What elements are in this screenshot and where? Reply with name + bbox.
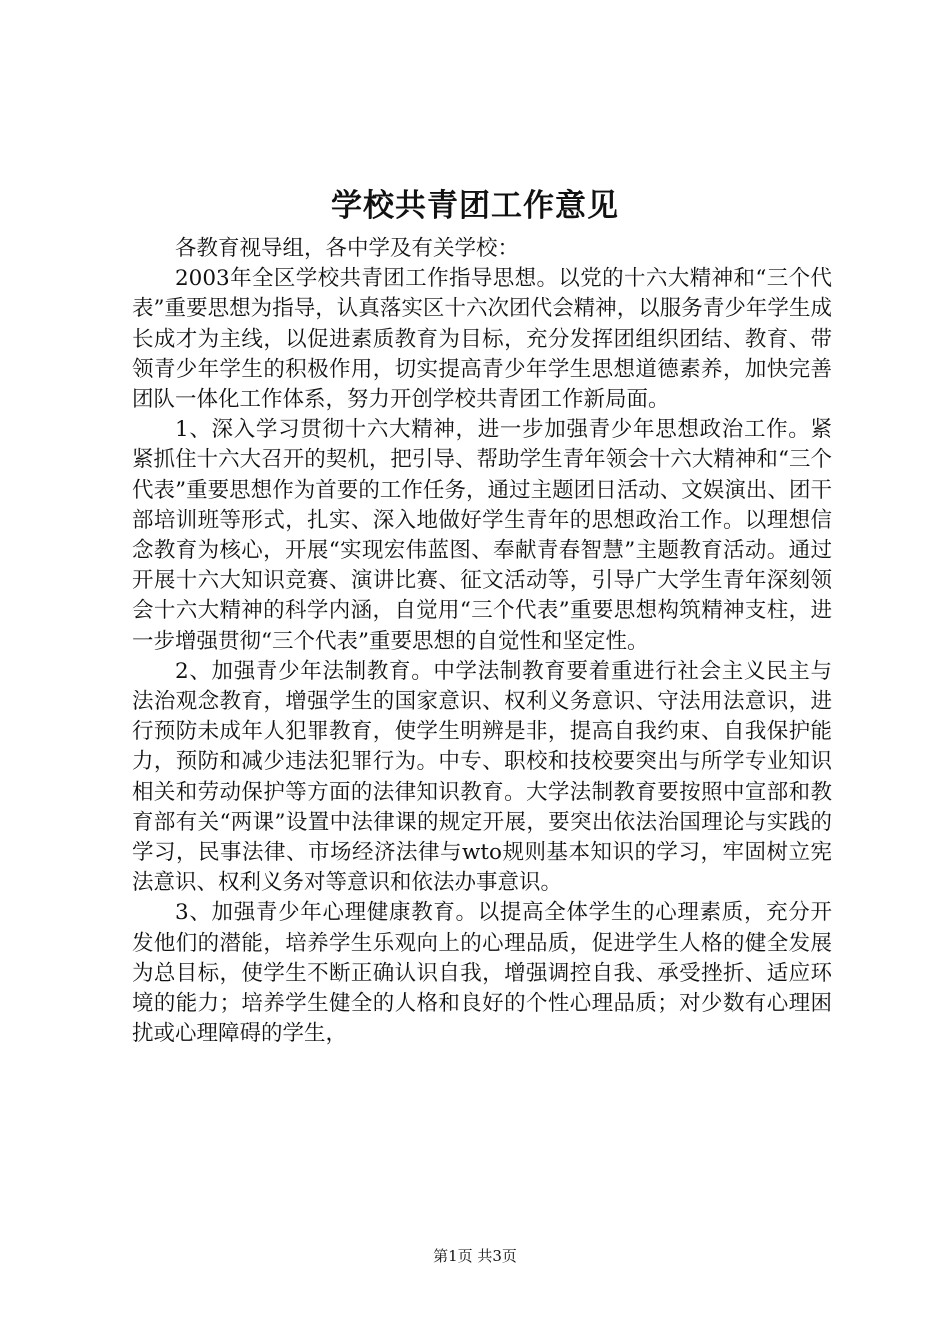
page-footer: [0, 1245, 950, 1267]
paragraph-item-2: 2、加强青少年法制教育。中学法制教育要着重进行社会主义民主与法治观念教育，增强学生的国家意识、权利义务意识、守法用法意识，进行预防未成年人犯罪教育，使学生明辨是非，提高自我约束、自我保护能力，预防和减少违法犯罪行为。中专、职校和技校要突出与所学专业知识相关和劳动保护等方面的法律知识教育。大学法制教育要按照中宣部和教育部有关“两课”设置中法律课的规定开展，要突出依法治国理论与实践的学习，民事法律、市场经济法律与wto规则基本知识的学习，牢固树立宪法意识、权利义务对等意识和依法办事意识。: [132, 658, 832, 896]
paragraph-item-3: 3、加强青少年心理健康教育。以提高全体学生的心理素质，充分开发他们的潜能，培养学生乐观向上的心理品质，促进学生人格的健全发展为总目标，使学生不断正确认识自我，增强调控自我、承受挫折、适应环境的能力；培养学生健全的人格和良好的个性心理品质；对少数有心理困扰或心理障碍的学生，: [132, 900, 832, 1047]
page-number: 第1页: [433, 1247, 473, 1265]
paragraph-item-1: 1、深入学习贯彻十六大精神，进一步加强青少年思想政治工作。紧紧抓住十六大召开的契机，把引导、帮助学生青年领会十六大精神和“三个代表”重要思想作为首要的工作任务，通过主题团日活动、文娱演出、团干部培训班等形式，扎实、深入地做好学生青年的思想政治工作。以理想信念教育为核心，开展“实现宏伟蓝图、奉献青春智慧”主题教育活动。通过开展十六大知识竞赛、演讲比赛、征文活动等，引导广大学生青年深刻领会十六大精神的科学内涵，自觉用“三个代表”重要思想构筑精神支柱，进一步增强贯彻“三个代表”重要思想的自觉性和坚定性。: [132, 417, 832, 654]
paragraph-guiding-thought: 2003年全区学校共青团工作指导思想。以党的十六大精神和“三个代表”重要思想为指导，认真落实区十六次团代会精神，以服务青少年学生成长成才为主线，以促进素质教育为目标，充分发挥团组织团结、教育、带领青少年学生的积极作用，切实提高青少年学生思想道德素养，加快完善团队一体化工作体系，努力开创学校共青团工作新局面。: [132, 266, 832, 413]
salutation: 各教育视导组，各中学及有关学校：: [175, 236, 520, 261]
document-body: [132, 234, 832, 1049]
page-total: 共3页: [477, 1247, 517, 1265]
document-title: 学校共青团工作意见: [331, 188, 619, 224]
